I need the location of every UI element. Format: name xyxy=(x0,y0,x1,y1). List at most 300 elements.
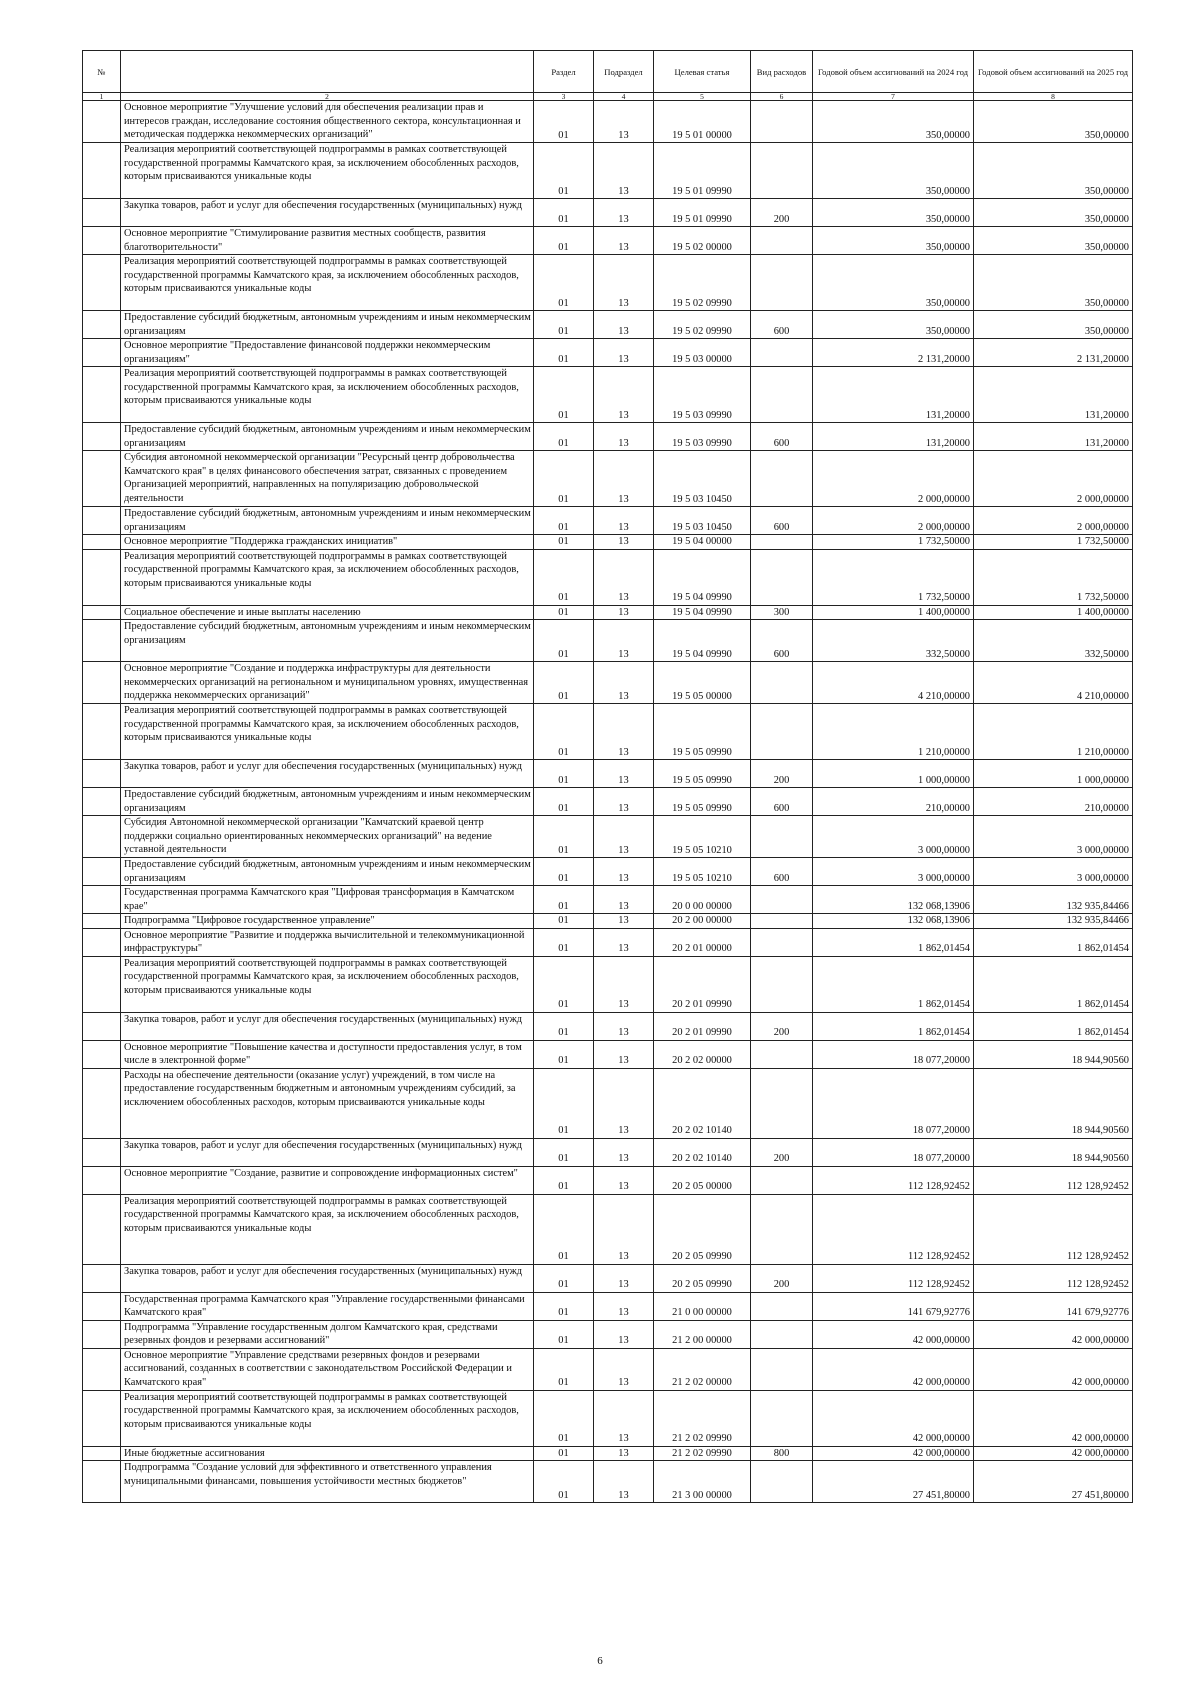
row-target-article: 19 5 05 10210 xyxy=(654,816,751,858)
row-expense-type: 600 xyxy=(751,423,813,451)
row-amount-2024: 42 000,00000 xyxy=(813,1348,974,1390)
row-subsection: 13 xyxy=(594,760,654,788)
row-section: 01 xyxy=(534,1292,594,1320)
row-subsection: 13 xyxy=(594,507,654,535)
row-target-article: 19 5 03 09990 xyxy=(654,423,751,451)
table-row xyxy=(83,1292,1133,1320)
row-number xyxy=(83,858,121,886)
row-expense-type xyxy=(751,816,813,858)
row-subsection: 13 xyxy=(594,1194,654,1264)
row-target-article: 19 5 05 09990 xyxy=(654,704,751,760)
row-expense-type xyxy=(751,1461,813,1503)
row-amount-2024: 210,00000 xyxy=(813,788,974,816)
row-amount-2025: 27 451,80000 xyxy=(974,1461,1133,1503)
row-description: Предоставление субсидий бюджетным, автономным учреждениям и иным некоммерческим организациям xyxy=(121,311,534,339)
row-subsection: 13 xyxy=(594,1264,654,1292)
row-target-article: 21 2 00 00000 xyxy=(654,1320,751,1348)
column-number-row xyxy=(83,93,1133,101)
row-target-article: 20 2 05 00000 xyxy=(654,1166,751,1194)
row-section: 01 xyxy=(534,423,594,451)
row-description: Предоставление субсидий бюджетным, автономным учреждениям и иным некоммерческим организациям xyxy=(121,507,534,535)
row-section: 01 xyxy=(534,1390,594,1446)
row-description: Предоставление субсидий бюджетным, автономным учреждениям и иным некоммерческим организациям xyxy=(121,788,534,816)
row-number xyxy=(83,1292,121,1320)
row-amount-2024: 18 077,20000 xyxy=(813,1068,974,1138)
row-subsection: 13 xyxy=(594,662,654,704)
row-amount-2024: 2 000,00000 xyxy=(813,451,974,507)
row-expense-type: 600 xyxy=(751,788,813,816)
row-number xyxy=(83,1264,121,1292)
table-row xyxy=(83,816,1133,858)
row-section: 01 xyxy=(534,451,594,507)
row-target-article: 19 5 05 09990 xyxy=(654,760,751,788)
row-subsection: 13 xyxy=(594,255,654,311)
row-expense-type xyxy=(751,1166,813,1194)
row-section: 01 xyxy=(534,886,594,914)
table-row xyxy=(83,662,1133,704)
row-amount-2024: 1 862,01454 xyxy=(813,956,974,1012)
row-target-article: 19 5 05 09990 xyxy=(654,788,751,816)
row-amount-2025: 18 944,90560 xyxy=(974,1068,1133,1138)
row-expense-type: 600 xyxy=(751,858,813,886)
header-expense-type: Вид расходов xyxy=(751,51,813,93)
row-description: Основное мероприятие "Повышение качества и доступности предоставления услуг, в том числе в электронной форме" xyxy=(121,1040,534,1068)
row-number xyxy=(83,620,121,662)
row-section: 01 xyxy=(534,339,594,367)
row-amount-2025: 18 944,90560 xyxy=(974,1040,1133,1068)
row-amount-2025: 2 131,20000 xyxy=(974,339,1133,367)
row-subsection: 13 xyxy=(594,1320,654,1348)
row-section: 01 xyxy=(534,535,594,550)
row-subsection: 13 xyxy=(594,1348,654,1390)
row-section: 01 xyxy=(534,816,594,858)
row-subsection: 13 xyxy=(594,227,654,255)
table-row xyxy=(83,451,1133,507)
row-target-article: 19 5 02 09990 xyxy=(654,255,751,311)
row-subsection: 13 xyxy=(594,704,654,760)
table-row xyxy=(83,605,1133,620)
table-row xyxy=(83,549,1133,605)
row-number xyxy=(83,101,121,143)
row-subsection: 13 xyxy=(594,339,654,367)
row-number xyxy=(83,605,121,620)
row-description: Закупка товаров, работ и услуг для обеспечения государственных (муниципальных) нужд xyxy=(121,1264,534,1292)
row-subsection: 13 xyxy=(594,199,654,227)
table-row xyxy=(83,1446,1133,1461)
row-amount-2025: 4 210,00000 xyxy=(974,662,1133,704)
row-subsection: 13 xyxy=(594,605,654,620)
table-row xyxy=(83,704,1133,760)
row-number xyxy=(83,1068,121,1138)
row-amount-2024: 350,00000 xyxy=(813,199,974,227)
row-amount-2025: 1 000,00000 xyxy=(974,760,1133,788)
row-section: 01 xyxy=(534,255,594,311)
row-amount-2024: 350,00000 xyxy=(813,311,974,339)
row-description: Субсидия автономной некоммерческой организации "Ресурсный центр добровольчества Камчатского края" в целях финансового обеспечения затрат, связанных с проведением Организацией мероприятий, направленных на популяризацию добровольческой деятельности xyxy=(121,451,534,507)
row-target-article: 20 2 00 00000 xyxy=(654,914,751,929)
row-amount-2024: 1 732,50000 xyxy=(813,549,974,605)
row-expense-type xyxy=(751,451,813,507)
row-section: 01 xyxy=(534,1138,594,1166)
column-number: 8 xyxy=(974,93,1133,101)
row-target-article: 19 5 05 00000 xyxy=(654,662,751,704)
row-section: 01 xyxy=(534,1068,594,1138)
row-description: Реализация мероприятий соответствующей подпрограммы в рамках соответствующей государственной программы Камчатского края, за исключением обособленных расходов, которым присваиваются уникальные коды xyxy=(121,1194,534,1264)
row-expense-type: 300 xyxy=(751,605,813,620)
row-amount-2025: 112 128,92452 xyxy=(974,1194,1133,1264)
row-number xyxy=(83,1166,121,1194)
row-number xyxy=(83,255,121,311)
row-number xyxy=(83,535,121,550)
row-number xyxy=(83,1138,121,1166)
row-expense-type xyxy=(751,956,813,1012)
row-number xyxy=(83,199,121,227)
row-amount-2025: 131,20000 xyxy=(974,423,1133,451)
table-row xyxy=(83,928,1133,956)
row-expense-type xyxy=(751,928,813,956)
row-amount-2025: 210,00000 xyxy=(974,788,1133,816)
row-expense-type xyxy=(751,535,813,550)
row-number xyxy=(83,886,121,914)
row-amount-2024: 42 000,00000 xyxy=(813,1320,974,1348)
row-amount-2024: 1 400,00000 xyxy=(813,605,974,620)
row-target-article: 19 5 04 09990 xyxy=(654,549,751,605)
row-section: 01 xyxy=(534,620,594,662)
row-amount-2025: 332,50000 xyxy=(974,620,1133,662)
row-description: Субсидия Автономной некоммерческой организации "Камчатский краевой центр поддержки социально ориентированных некоммерческих организаций" на ведение уставной деятельности xyxy=(121,816,534,858)
header-number: № xyxy=(83,51,121,93)
row-subsection: 13 xyxy=(594,1040,654,1068)
row-amount-2024: 42 000,00000 xyxy=(813,1446,974,1461)
table-row xyxy=(83,367,1133,423)
row-subsection: 13 xyxy=(594,1292,654,1320)
row-amount-2025: 42 000,00000 xyxy=(974,1348,1133,1390)
row-number xyxy=(83,1194,121,1264)
row-target-article: 20 2 01 00000 xyxy=(654,928,751,956)
row-section: 01 xyxy=(534,1264,594,1292)
row-subsection: 13 xyxy=(594,423,654,451)
row-target-article: 20 2 02 10140 xyxy=(654,1138,751,1166)
row-target-article: 19 5 02 09990 xyxy=(654,311,751,339)
row-section: 01 xyxy=(534,1012,594,1040)
column-number: 4 xyxy=(594,93,654,101)
row-amount-2024: 1 210,00000 xyxy=(813,704,974,760)
row-subsection: 13 xyxy=(594,1166,654,1194)
row-expense-type xyxy=(751,1194,813,1264)
table-row xyxy=(83,1138,1133,1166)
row-description: Закупка товаров, работ и услуг для обеспечения государственных (муниципальных) нужд xyxy=(121,199,534,227)
row-subsection: 13 xyxy=(594,1446,654,1461)
table-body xyxy=(83,101,1133,1503)
row-expense-type xyxy=(751,143,813,199)
row-section: 01 xyxy=(534,605,594,620)
header-row xyxy=(83,51,1133,93)
row-number xyxy=(83,507,121,535)
row-number xyxy=(83,1446,121,1461)
row-section: 01 xyxy=(534,704,594,760)
row-subsection: 13 xyxy=(594,451,654,507)
row-amount-2025: 112 128,92452 xyxy=(974,1166,1133,1194)
row-subsection: 13 xyxy=(594,956,654,1012)
row-section: 01 xyxy=(534,1320,594,1348)
column-number: 2 xyxy=(121,93,534,101)
table-row xyxy=(83,311,1133,339)
row-target-article: 20 2 05 09990 xyxy=(654,1194,751,1264)
row-target-article: 19 5 04 09990 xyxy=(654,605,751,620)
row-number xyxy=(83,1461,121,1503)
row-section: 01 xyxy=(534,858,594,886)
row-subsection: 13 xyxy=(594,914,654,929)
row-expense-type xyxy=(751,1348,813,1390)
row-description: Реализация мероприятий соответствующей подпрограммы в рамках соответствующей государственной программы Камчатского края, за исключением обособленных расходов, которым присваиваются уникальные коды xyxy=(121,956,534,1012)
row-target-article: 19 5 01 09990 xyxy=(654,143,751,199)
column-number: 6 xyxy=(751,93,813,101)
row-amount-2025: 42 000,00000 xyxy=(974,1320,1133,1348)
row-expense-type: 200 xyxy=(751,199,813,227)
row-amount-2024: 132 068,13906 xyxy=(813,914,974,929)
row-expense-type xyxy=(751,549,813,605)
row-amount-2025: 350,00000 xyxy=(974,199,1133,227)
row-description: Реализация мероприятий соответствующей подпрограммы в рамках соответствующей государственной программы Камчатского края, за исключением обособленных расходов, которым присваиваются уникальные коды xyxy=(121,143,534,199)
row-amount-2024: 131,20000 xyxy=(813,367,974,423)
row-description: Реализация мероприятий соответствующей подпрограммы в рамках соответствующей государственной программы Камчатского края, за исключением обособленных расходов, которым присваиваются уникальные коды xyxy=(121,367,534,423)
row-number xyxy=(83,760,121,788)
row-amount-2024: 3 000,00000 xyxy=(813,858,974,886)
row-amount-2025: 1 862,01454 xyxy=(974,928,1133,956)
row-amount-2025: 2 000,00000 xyxy=(974,451,1133,507)
row-target-article: 19 5 01 00000 xyxy=(654,101,751,143)
row-amount-2024: 350,00000 xyxy=(813,143,974,199)
row-target-article: 20 2 01 09990 xyxy=(654,956,751,1012)
budget-table-sheet xyxy=(82,50,1132,1503)
row-amount-2025: 141 679,92776 xyxy=(974,1292,1133,1320)
table-row xyxy=(83,620,1133,662)
table-row xyxy=(83,760,1133,788)
row-subsection: 13 xyxy=(594,620,654,662)
page-number: 6 xyxy=(597,1655,603,1667)
table-row xyxy=(83,101,1133,143)
row-subsection: 13 xyxy=(594,886,654,914)
row-subsection: 13 xyxy=(594,311,654,339)
column-number: 1 xyxy=(83,93,121,101)
row-amount-2024: 1 000,00000 xyxy=(813,760,974,788)
row-expense-type: 200 xyxy=(751,760,813,788)
row-section: 01 xyxy=(534,1040,594,1068)
row-number xyxy=(83,227,121,255)
row-target-article: 19 5 04 00000 xyxy=(654,535,751,550)
row-amount-2024: 18 077,20000 xyxy=(813,1040,974,1068)
row-section: 01 xyxy=(534,1194,594,1264)
row-number xyxy=(83,423,121,451)
row-subsection: 13 xyxy=(594,535,654,550)
table-row xyxy=(83,1166,1133,1194)
row-description: Реализация мероприятий соответствующей подпрограммы в рамках соответствующей государственной программы Камчатского края, за исключением обособленных расходов, которым присваиваются уникальные коды xyxy=(121,704,534,760)
row-target-article: 19 5 03 00000 xyxy=(654,339,751,367)
row-expense-type: 600 xyxy=(751,311,813,339)
row-expense-type: 600 xyxy=(751,507,813,535)
row-description: Основное мероприятие "Управление средствами резервных фондов и резервами ассигнований, созданных в соответствии с законодательством Российской Федерации и Камчатского края" xyxy=(121,1348,534,1390)
row-target-article: 21 2 02 09990 xyxy=(654,1446,751,1461)
table-row xyxy=(83,423,1133,451)
header-section: Раздел xyxy=(534,51,594,93)
row-amount-2024: 2 000,00000 xyxy=(813,507,974,535)
row-amount-2024: 141 679,92776 xyxy=(813,1292,974,1320)
row-amount-2025: 1 400,00000 xyxy=(974,605,1133,620)
row-target-article: 19 5 05 10210 xyxy=(654,858,751,886)
row-description: Реализация мероприятий соответствующей подпрограммы в рамках соответствующей государственной программы Камчатского края, за исключением обособленных расходов, которым присваиваются уникальные коды xyxy=(121,1390,534,1446)
row-amount-2024: 18 077,20000 xyxy=(813,1138,974,1166)
row-target-article: 20 2 02 10140 xyxy=(654,1068,751,1138)
row-section: 01 xyxy=(534,507,594,535)
row-amount-2024: 131,20000 xyxy=(813,423,974,451)
row-section: 01 xyxy=(534,928,594,956)
row-target-article: 19 5 03 10450 xyxy=(654,451,751,507)
row-expense-type xyxy=(751,101,813,143)
row-subsection: 13 xyxy=(594,101,654,143)
row-amount-2025: 132 935,84466 xyxy=(974,886,1133,914)
row-expense-type xyxy=(751,1292,813,1320)
row-amount-2025: 42 000,00000 xyxy=(974,1446,1133,1461)
row-number xyxy=(83,367,121,423)
table-row xyxy=(83,255,1133,311)
row-section: 01 xyxy=(534,199,594,227)
row-expense-type: 200 xyxy=(751,1264,813,1292)
row-subsection: 13 xyxy=(594,1390,654,1446)
row-section: 01 xyxy=(534,1348,594,1390)
row-amount-2024: 1 732,50000 xyxy=(813,535,974,550)
column-number: 3 xyxy=(534,93,594,101)
row-description: Государственная программа Камчатского края "Управление государственными финансами Камчатского края" xyxy=(121,1292,534,1320)
row-expense-type xyxy=(751,367,813,423)
row-section: 01 xyxy=(534,367,594,423)
row-section: 01 xyxy=(534,760,594,788)
row-description: Закупка товаров, работ и услуг для обеспечения государственных (муниципальных) нужд xyxy=(121,1012,534,1040)
row-amount-2025: 2 000,00000 xyxy=(974,507,1133,535)
table-row xyxy=(83,914,1133,929)
row-target-article: 19 5 03 10450 xyxy=(654,507,751,535)
row-subsection: 13 xyxy=(594,928,654,956)
row-amount-2025: 350,00000 xyxy=(974,101,1133,143)
row-amount-2025: 3 000,00000 xyxy=(974,816,1133,858)
row-description: Основное мероприятие "Создание и поддержка инфраструктуры для деятельности некоммерческих организаций на региональном и муниципальном уровнях, имущественная поддержка некоммерческих организаций" xyxy=(121,662,534,704)
row-number xyxy=(83,1320,121,1348)
row-number xyxy=(83,339,121,367)
table-row xyxy=(83,1194,1133,1264)
row-description: Подпрограмма "Управление государственным долгом Камчатского края, средствами резервных фондов и резервами ассигнований" xyxy=(121,1320,534,1348)
row-amount-2025: 350,00000 xyxy=(974,311,1133,339)
row-amount-2025: 132 935,84466 xyxy=(974,914,1133,929)
row-number xyxy=(83,662,121,704)
row-description: Основное мероприятие "Предоставление финансовой поддержки некоммерческим организациям" xyxy=(121,339,534,367)
column-number: 5 xyxy=(654,93,751,101)
row-target-article: 19 5 04 09990 xyxy=(654,620,751,662)
table-row xyxy=(83,1390,1133,1446)
row-amount-2024: 3 000,00000 xyxy=(813,816,974,858)
row-target-article: 19 5 02 00000 xyxy=(654,227,751,255)
row-amount-2024: 112 128,92452 xyxy=(813,1166,974,1194)
row-description: Основное мероприятие "Поддержка гражданских инициатив" xyxy=(121,535,534,550)
row-description: Подпрограмма "Цифровое государственное управление" xyxy=(121,914,534,929)
row-target-article: 21 0 00 00000 xyxy=(654,1292,751,1320)
row-amount-2024: 350,00000 xyxy=(813,227,974,255)
row-section: 01 xyxy=(534,956,594,1012)
row-number xyxy=(83,914,121,929)
table-row xyxy=(83,1012,1133,1040)
row-subsection: 13 xyxy=(594,1138,654,1166)
row-description: Предоставление субсидий бюджетным, автономным учреждениям и иным некоммерческим организациям xyxy=(121,620,534,662)
row-target-article: 19 5 03 09990 xyxy=(654,367,751,423)
row-amount-2024: 42 000,00000 xyxy=(813,1390,974,1446)
table-row xyxy=(83,886,1133,914)
row-amount-2024: 1 862,01454 xyxy=(813,1012,974,1040)
row-expense-type xyxy=(751,1320,813,1348)
table-row xyxy=(83,1040,1133,1068)
row-number xyxy=(83,788,121,816)
row-expense-type xyxy=(751,227,813,255)
row-subsection: 13 xyxy=(594,549,654,605)
row-number xyxy=(83,956,121,1012)
row-description: Основное мероприятие "Создание, развитие и сопровождение информационных систем" xyxy=(121,1166,534,1194)
table-row xyxy=(83,1461,1133,1503)
row-description: Закупка товаров, работ и услуг для обеспечения государственных (муниципальных) нужд xyxy=(121,1138,534,1166)
row-number xyxy=(83,1390,121,1446)
row-expense-type xyxy=(751,1390,813,1446)
row-expense-type xyxy=(751,662,813,704)
row-number xyxy=(83,549,121,605)
row-expense-type xyxy=(751,914,813,929)
table-row xyxy=(83,1264,1133,1292)
row-amount-2025: 350,00000 xyxy=(974,143,1133,199)
row-subsection: 13 xyxy=(594,1461,654,1503)
column-number: 7 xyxy=(813,93,974,101)
row-number xyxy=(83,1012,121,1040)
row-section: 01 xyxy=(534,101,594,143)
row-amount-2025: 3 000,00000 xyxy=(974,858,1133,886)
row-section: 01 xyxy=(534,788,594,816)
row-description: Предоставление субсидий бюджетным, автономным учреждениям и иным некоммерческим организациям xyxy=(121,423,534,451)
row-description: Реализация мероприятий соответствующей подпрограммы в рамках соответствующей государственной программы Камчатского края, за исключением обособленных расходов, которым присваиваются уникальные коды xyxy=(121,549,534,605)
table-row xyxy=(83,507,1133,535)
row-subsection: 13 xyxy=(594,367,654,423)
row-section: 01 xyxy=(534,1446,594,1461)
row-expense-type: 200 xyxy=(751,1012,813,1040)
row-number xyxy=(83,928,121,956)
row-target-article: 21 3 00 00000 xyxy=(654,1461,751,1503)
table-row xyxy=(83,535,1133,550)
row-amount-2024: 350,00000 xyxy=(813,101,974,143)
row-amount-2024: 27 451,80000 xyxy=(813,1461,974,1503)
header-subsection: Подраздел xyxy=(594,51,654,93)
row-description: Социальное обеспечение и иные выплаты населению xyxy=(121,605,534,620)
table-row xyxy=(83,858,1133,886)
row-amount-2025: 1 210,00000 xyxy=(974,704,1133,760)
table-row xyxy=(83,788,1133,816)
row-amount-2025: 1 862,01454 xyxy=(974,956,1133,1012)
row-amount-2024: 4 210,00000 xyxy=(813,662,974,704)
table-row xyxy=(83,199,1133,227)
row-amount-2024: 1 862,01454 xyxy=(813,928,974,956)
row-number xyxy=(83,816,121,858)
row-expense-type: 600 xyxy=(751,620,813,662)
row-number xyxy=(83,1348,121,1390)
row-target-article: 21 2 02 09990 xyxy=(654,1390,751,1446)
row-amount-2024: 132 068,13906 xyxy=(813,886,974,914)
row-target-article: 20 0 00 00000 xyxy=(654,886,751,914)
table-row xyxy=(83,227,1133,255)
header-target-article: Целевая статья xyxy=(654,51,751,93)
row-subsection: 13 xyxy=(594,1012,654,1040)
row-amount-2025: 1 732,50000 xyxy=(974,549,1133,605)
